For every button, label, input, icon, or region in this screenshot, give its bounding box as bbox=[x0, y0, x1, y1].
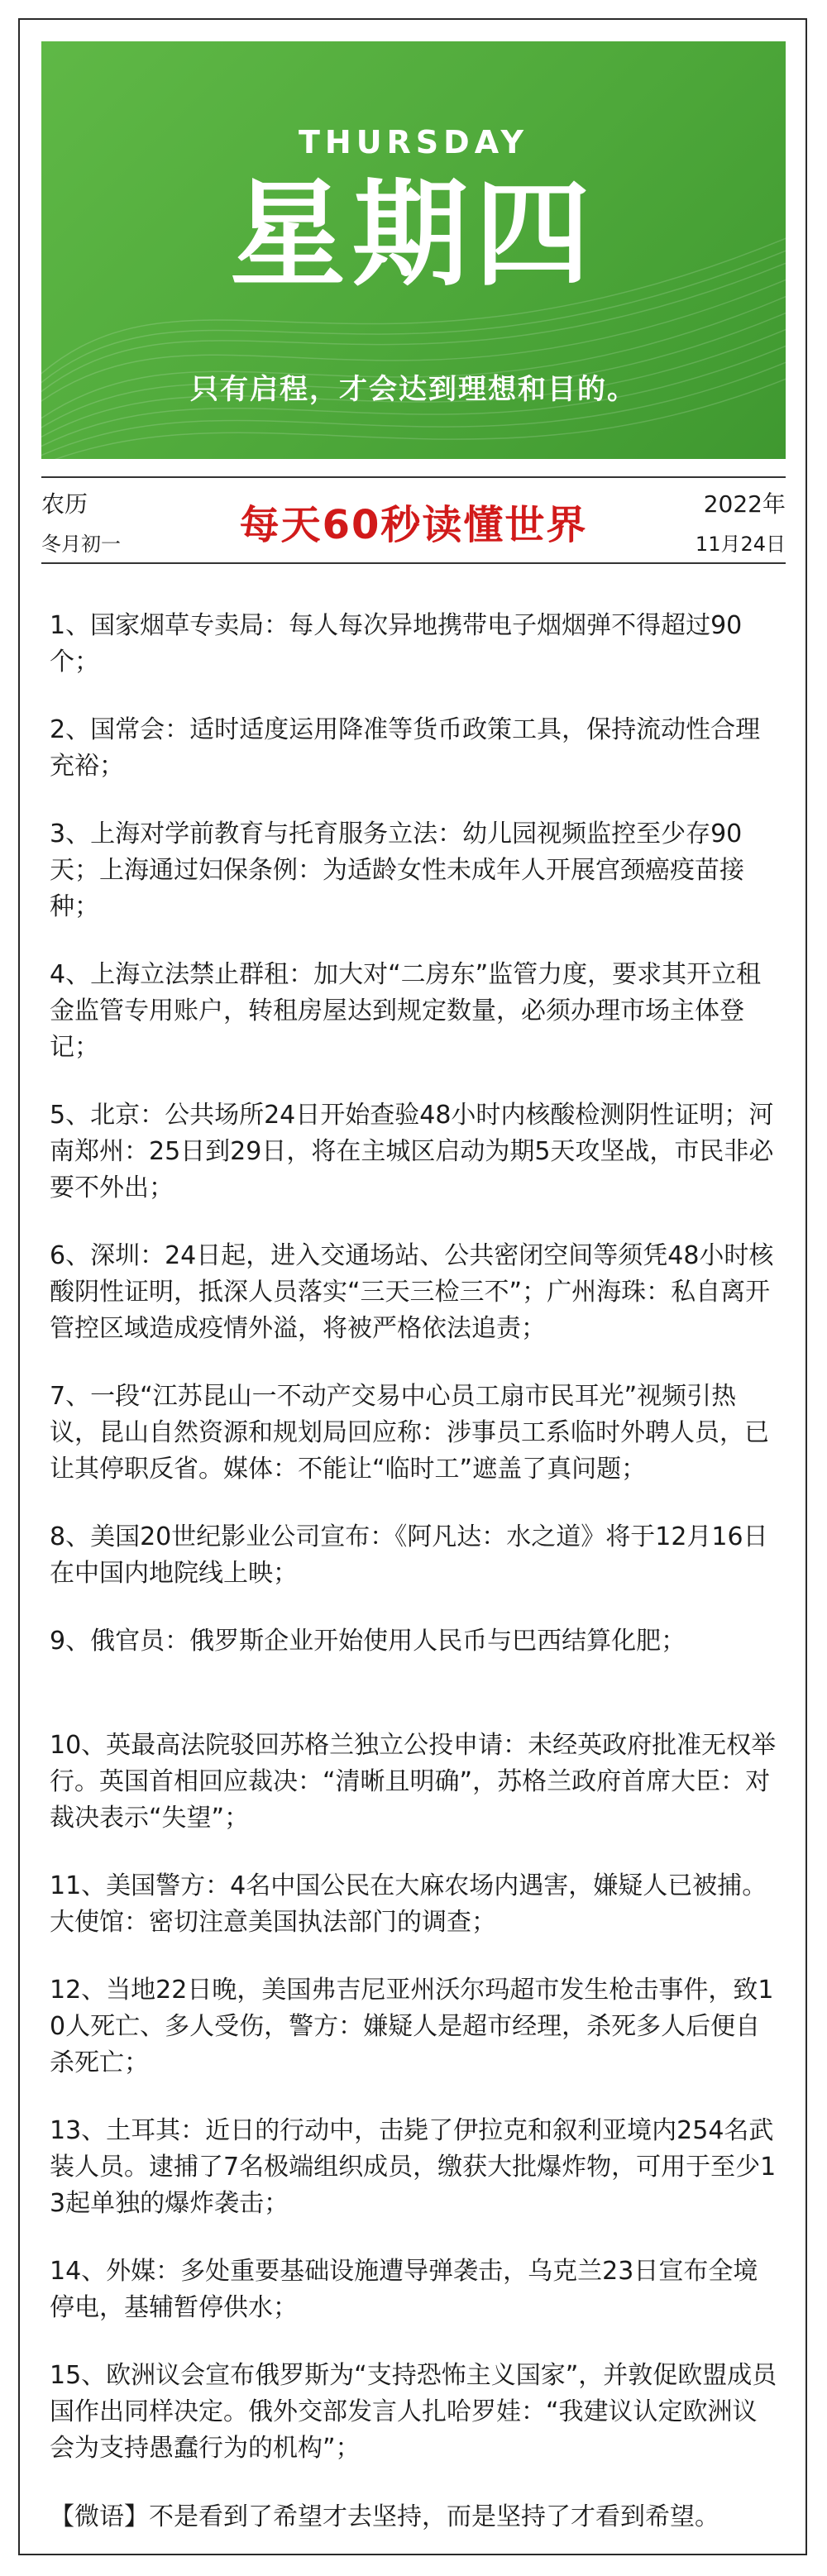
month-day-label: 11月24日 bbox=[695, 533, 786, 556]
news-item-1: 1、国家烟草专卖局：每人每次异地携带电子烟烟弹不得超过90个； bbox=[50, 611, 743, 676]
news-list bbox=[50, 608, 777, 2561]
banner-motto: 只有启程，才会达到理想和目的。 bbox=[190, 373, 637, 406]
news-item-11: 11、美国警方：4名中国公民在大麻农场内遇害，嫌疑人已被捕。大使馆：密切注意美国执法部门的调查； bbox=[50, 1871, 767, 1937]
news-item-15: 15、欧洲议会宣布俄罗斯为“支持恐怖主义国家”，并敦促欧盟成员国作出同样决定。俄外交部发言人扎哈罗娃：“我建议认定欧洲议会为支持愚蠢行为的机构”； bbox=[50, 2361, 777, 2463]
news-item-7: 7、一段“江苏昆山一不动产交易中心员工扇市民耳光”视频引热议，昆山自然资源和规划局回应称：涉事员工系临时外聘人员，已让其停职反省。媒体：不能让“临时工”遮盖了真问题； bbox=[50, 1382, 769, 1484]
news-item-14: 14、外媒：多处重要基础设施遭导弹袭击，乌克兰23日宣布全境停电，基辅暂停供水； bbox=[50, 2257, 758, 2322]
news-item-4: 4、上海立法禁止群租：加大对“二房东”监管力度，要求其开立租金监管专用账户，转租房屋达到规定数量，必须办理市场主体登记； bbox=[50, 960, 762, 1062]
news-item-2: 2、国常会：适时适度运用降准等货币政策工具，保持流动性合理充裕； bbox=[50, 715, 761, 781]
daily-saying: 【微语】不是看到了希望才去坚持，而是坚持了才看到希望。 bbox=[50, 2502, 719, 2531]
weekday-chinese: 星期四 bbox=[229, 168, 597, 303]
lunar-date: 冬月初一 bbox=[41, 533, 121, 556]
news-item-9: 9、俄官员：俄罗斯企业开始使用人民币与巴西结算化肥； bbox=[50, 1627, 686, 1656]
news-item-3: 3、上海对学前教育与托育服务立法：幼儿园视频监控至少存90天；上海通过妇保条例：为适龄女性未成年人开展宫颈癌疫苗接种； bbox=[50, 820, 744, 921]
news-item-10: 10、英最高法院驳回苏格兰独立公投申请：未经英政府批准无权举行。英国首相回应裁决：“清晰且明确”，苏格兰政府首席大臣：对裁决表示“失望”； bbox=[50, 1731, 777, 1833]
weekday-banner bbox=[41, 41, 786, 459]
lunar-label: 农历 bbox=[41, 490, 88, 518]
news-item-6: 6、深圳：24日起，进入交通场站、公共密闭空间等须凭48小时核酸阴性证明，抵深人员落实“三天三检三不”；广州海珠：私自离开管控区域造成疫情外溢，将被严格依法追责； bbox=[50, 1241, 774, 1343]
news-item-12: 12、当地22日晚，美国弗吉尼亚州沃尔玛超市发生枪击事件，致10人死亡、多人受伤，警方：嫌疑人是超市经理，杀死多人后便自杀死亡； bbox=[50, 1976, 774, 2077]
news-item-13: 13、土耳其：近日的行动中，击毙了伊拉克和叙利亚境内254名武装人员。逮捕了7名极端组织成员，缴获大批爆炸物，可用于至少13起单独的爆炸袭击； bbox=[50, 2116, 777, 2218]
weekday-english: THURSDAY bbox=[298, 124, 529, 160]
year-label: 2022年 bbox=[703, 490, 786, 518]
date-bar-bottom-rule bbox=[41, 562, 786, 564]
page-headline: 每天60秒读懂世界 bbox=[239, 502, 588, 548]
news-item-8: 8、美国20世纪影业公司宣布：《阿凡达：水之道》将于12月16日在中国内地院线上映； bbox=[50, 1522, 768, 1588]
date-bar bbox=[41, 478, 786, 561]
news-item-5: 5、北京：公共场所24日开始查验48小时内核酸检测阴性证明；河南郑州：25日到29日，将在主城区启动为期5天攻坚战，市民非必要不外出； bbox=[50, 1101, 774, 1202]
